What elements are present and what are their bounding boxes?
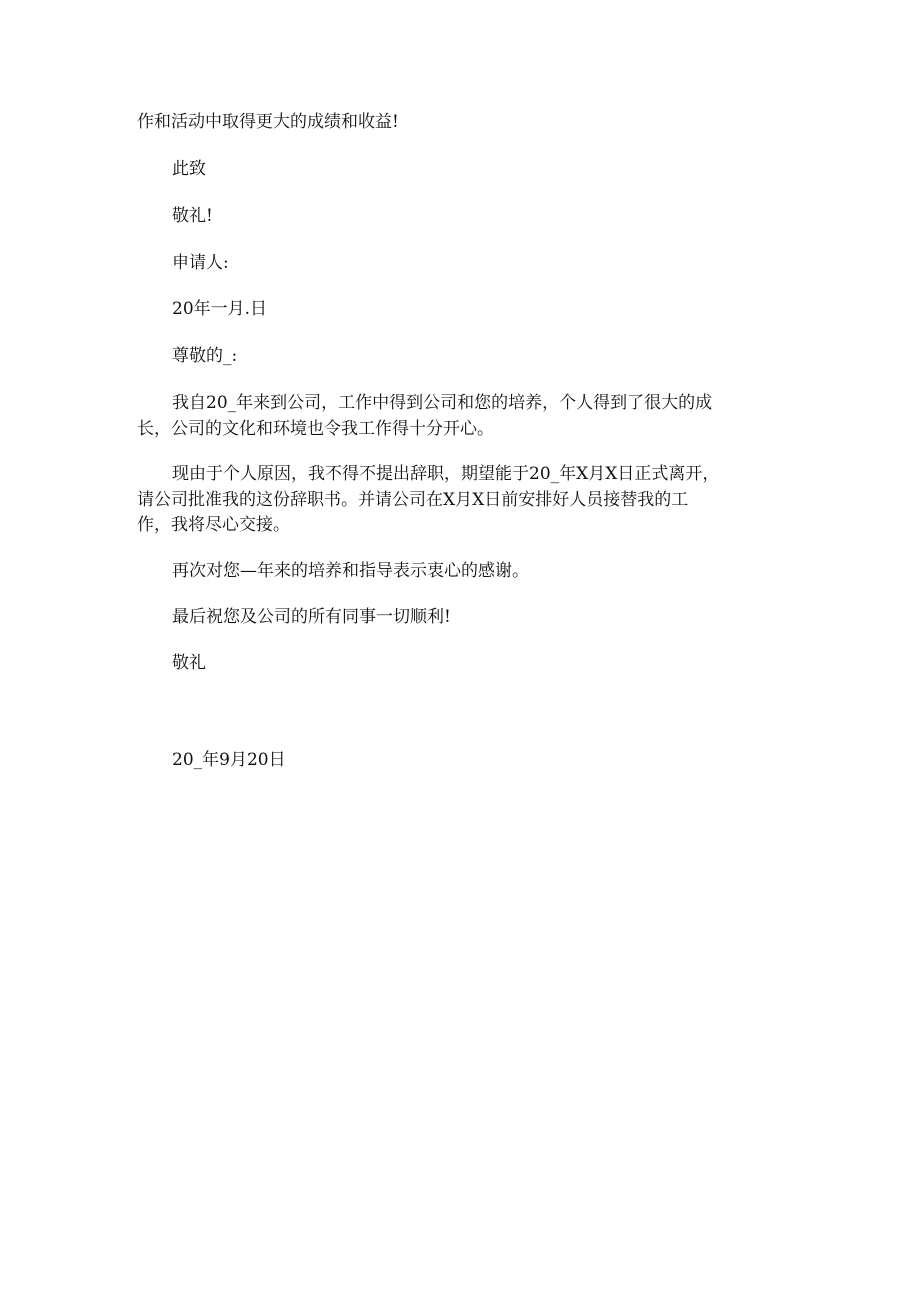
- paragraph-4: 最后祝您及公司的所有同事一切顺利!: [172, 607, 451, 627]
- salutation-jingli: 敬礼!: [172, 206, 213, 226]
- closing-jingli: 敬礼: [172, 653, 206, 673]
- applicant-label: 申请人:: [172, 253, 229, 273]
- paragraph-2-line-2: 请公司批准我的这份辞职书。并请公司在X月X日前安排好人员接替我的工: [137, 490, 689, 510]
- paragraph-1-line-1: 我自20_年来到公司，工作中得到公司和您的培养，个人得到了很大的成: [172, 393, 713, 413]
- paragraph-2-line-3: 作，我将尽心交接。: [137, 515, 290, 535]
- paragraph-3: 再次对您—年来的培养和指导表示衷心的感谢。: [172, 561, 529, 581]
- paragraph-1-line-2: 长，公司的文化和环境也令我工作得十分开心。: [137, 419, 494, 439]
- paragraph-2-line-1: 现由于个人原因，我不得不提出辞职，期望能于20_年X月X日正式离开，: [172, 464, 720, 484]
- date-line: 20年一月.日: [172, 299, 268, 319]
- salutation-cizhi: 此致: [172, 159, 206, 179]
- signature-date: 20_年9月20日: [172, 750, 286, 770]
- closing-line: 作和活动中取得更大的成绩和收益!: [137, 112, 399, 132]
- greeting-line: 尊敬的_:: [172, 346, 238, 366]
